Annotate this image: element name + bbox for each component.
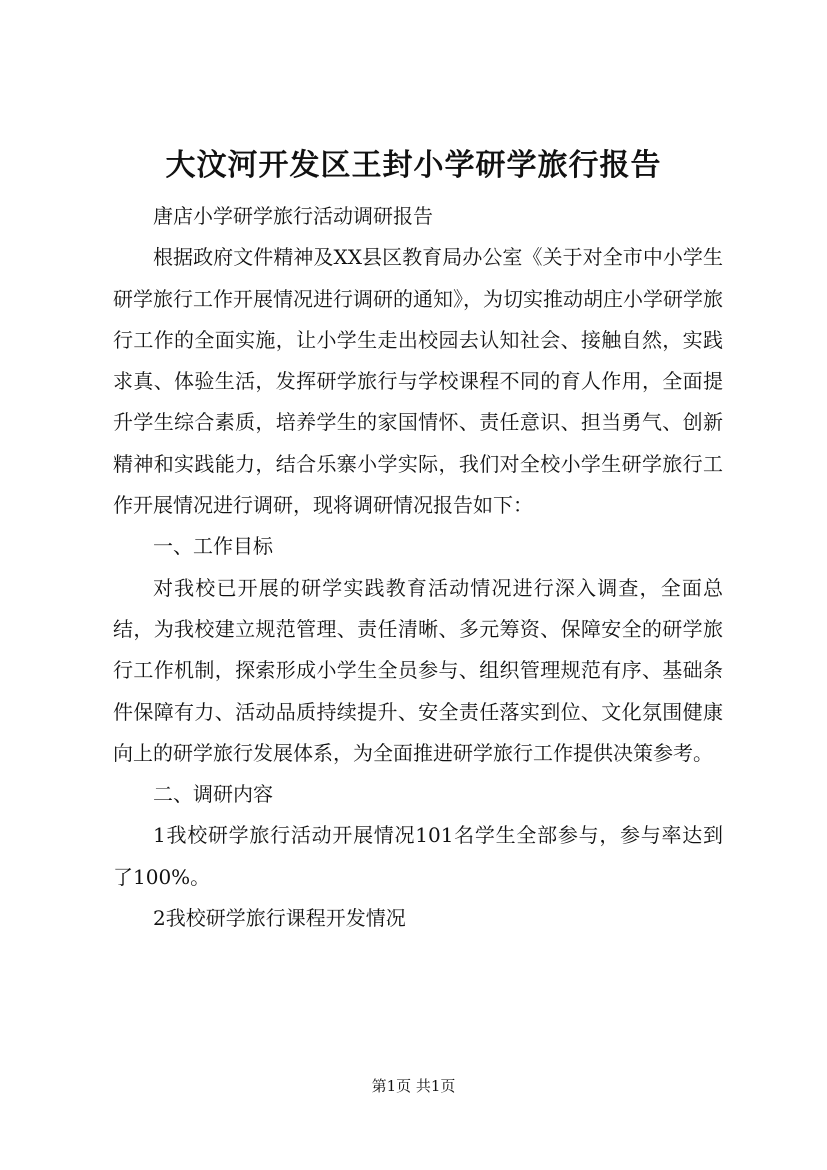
document-title: 大汶河开发区王封小学研学旅行报告	[165, 148, 662, 183]
content-item-2: 2我校研学旅行课程开发情况	[153, 906, 406, 931]
content-item-1: 1我校研学旅行活动开展情况101名学生全部参与，参与率达到了100%。	[113, 823, 723, 889]
document-body	[113, 196, 723, 939]
subtitle-paragraph: 唐店小学研学旅行活动调研报告	[153, 204, 433, 228]
page-footer: 第1页 共1页	[371, 1077, 456, 1095]
intro-paragraph: 根据政府文件精神及XX县区教育局办公室《关于对全市中小学生研学旅行工作开展情况进行调研的通知》，为切实推动胡庄小学研学旅行工作的全面实施，让小学生走出校园去认知社会、接触自然，实践求真、体验生活，发挥研学旅行与学校课程不同的育人作用，全面提升学生综合素质，培养学生的家国情怀、责任意识、担当勇气、创新精神和实践能力，结合乐寨小学实际，我们对全校小学生研学旅行工作开展情况进行调研，现将调研情况报告如下：	[113, 245, 723, 518]
goals-paragraph: 对我校已开展的研学实践教育活动情况进行深入调查，全面总结，为我校建立规范管理、责任清晰、多元筹资、保障安全的研学旅行工作机制，探索形成小学生全员参与、组织管理规范有序、基础条件保障有力、活动品质持续提升、安全责任落实到位、文化氛围健康向上的研学旅行发展体系，为全面推进研学旅行工作提供决策参考。	[113, 575, 723, 765]
section-heading-content: 二、调研内容	[153, 782, 273, 807]
section-heading-goals: 一、工作目标	[153, 534, 273, 559]
